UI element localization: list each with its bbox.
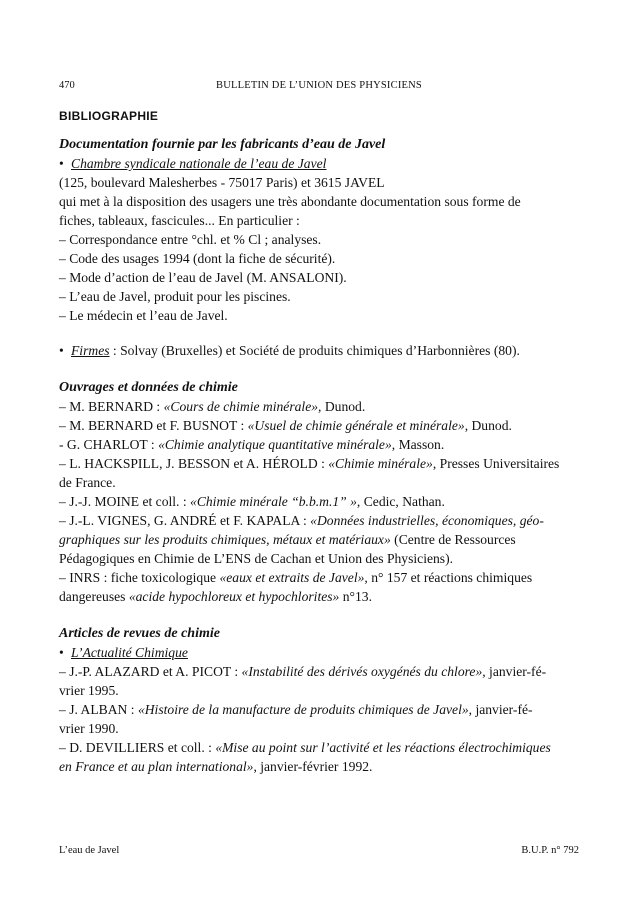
journal-title: BULLETIN DE L’UNION DES PHYSICIENS [216,80,422,91]
firmes-text: : Solvay (Bruxelles) et Société de produits chimiques d’Harbonnières (80). [109,343,520,358]
reference-item-continued: dangereuses «acide hypochloreux et hypochlorites» n°13. [59,589,372,604]
chambre-link[interactable]: Chambre syndicale nationale de l’eau de Javel [71,156,327,171]
article-item: – J.-P. ALAZARD et A. PICOT : «Instabilité des dérivés oxygénés du chlore», janvier-fé- [59,664,547,679]
section-title-documentation: Documentation fournie par les fabricants d’eau de Javel [59,137,386,152]
reference-item: - G. CHARLOT : «Chimie analytique quantitative minérale», Masson. [59,437,445,452]
doc-list-item: – Mode d’action de l’eau de Javel (M. ANSALONI). [59,270,347,285]
reference-item: – L. HACKSPILL, J. BESSON et A. HÉROLD : «Chimie minérale», Presses Universitaires [59,456,560,471]
page-number: 470 [59,80,75,91]
doc-list-item: – L’eau de Javel, produit pour les piscines. [59,289,291,304]
reference-item: – M. BERNARD : «Cours de chimie minérale», Dunod. [59,399,366,414]
reference-item: – M. BERNARD et F. BUSNOT : «Usuel de chimie générale et minérale», Dunod. [59,418,512,433]
bibliography-heading: BIBLIOGRAPHIE [59,109,159,123]
reference-item: – J.-J. MOINE et coll. : «Chimie minérale “b.b.m.1” », Cedic, Nathan. [59,494,445,509]
actualite-link[interactable]: L’Actualité Chimique [71,645,188,660]
bibliography-body [59,135,579,776]
firmes-link[interactable]: Firmes [71,343,110,358]
article-item: – D. DEVILLIERS et coll. : «Mise au point sur l’activité et les réactions électrochimiques [59,740,551,755]
chambre-address: (125, boulevard Malesherbes - 75017 Paris) et 3615 JAVEL [59,175,385,190]
doc-list-item: – Le médecin et l’eau de Javel. [59,308,228,323]
article-item-continued: en France et au plan international», janvier-février 1992. [59,759,373,774]
article-item-continued: vrier 1990. [59,721,119,736]
article-item: – J. ALBAN : «Histoire de la manufacture de produits chimiques de Javel», janvier-fé- [59,702,533,717]
reference-item-continued: de France. [59,475,116,490]
section-title-articles: Articles de revues de chimie [59,626,220,641]
article-item-continued: vrier 1995. [59,683,119,698]
list-item-chambre [59,154,579,173]
list-item-actualite [59,643,579,662]
chambre-description-2: fiches, tableaux, fascicules... En particulier : [59,213,300,228]
footer-right: B.U.P. n° 792 [521,845,579,856]
reference-item-continued: graphiques sur les produits chimiques, métaux et matériaux» (Centre de Ressources [59,532,516,547]
reference-item-continued: Pédagogiques en Chimie de L’ENS de Cachan et Union des Physiciens). [59,551,454,566]
reference-item: – INRS : fiche toxicologique «eaux et extraits de Javel», n° 157 et réactions chimiques [59,570,533,585]
section-title-ouvrages: Ouvrages et données de chimie [59,380,238,395]
list-item-firmes [59,341,579,360]
footer-left: L’eau de Javel [59,845,120,856]
doc-list-item: – Correspondance entre °chl. et % Cl ; analyses. [59,232,322,247]
doc-list-item: – Code des usages 1994 (dont la fiche de sécurité). [59,251,336,266]
chambre-description-1: qui met à la disposition des usagers une très abondante documentation sous forme de [59,194,521,209]
reference-item: – J.-L. VIGNES, G. ANDRÉ et F. KAPALA : «Données industrielles, économiques, géo- [59,513,544,528]
